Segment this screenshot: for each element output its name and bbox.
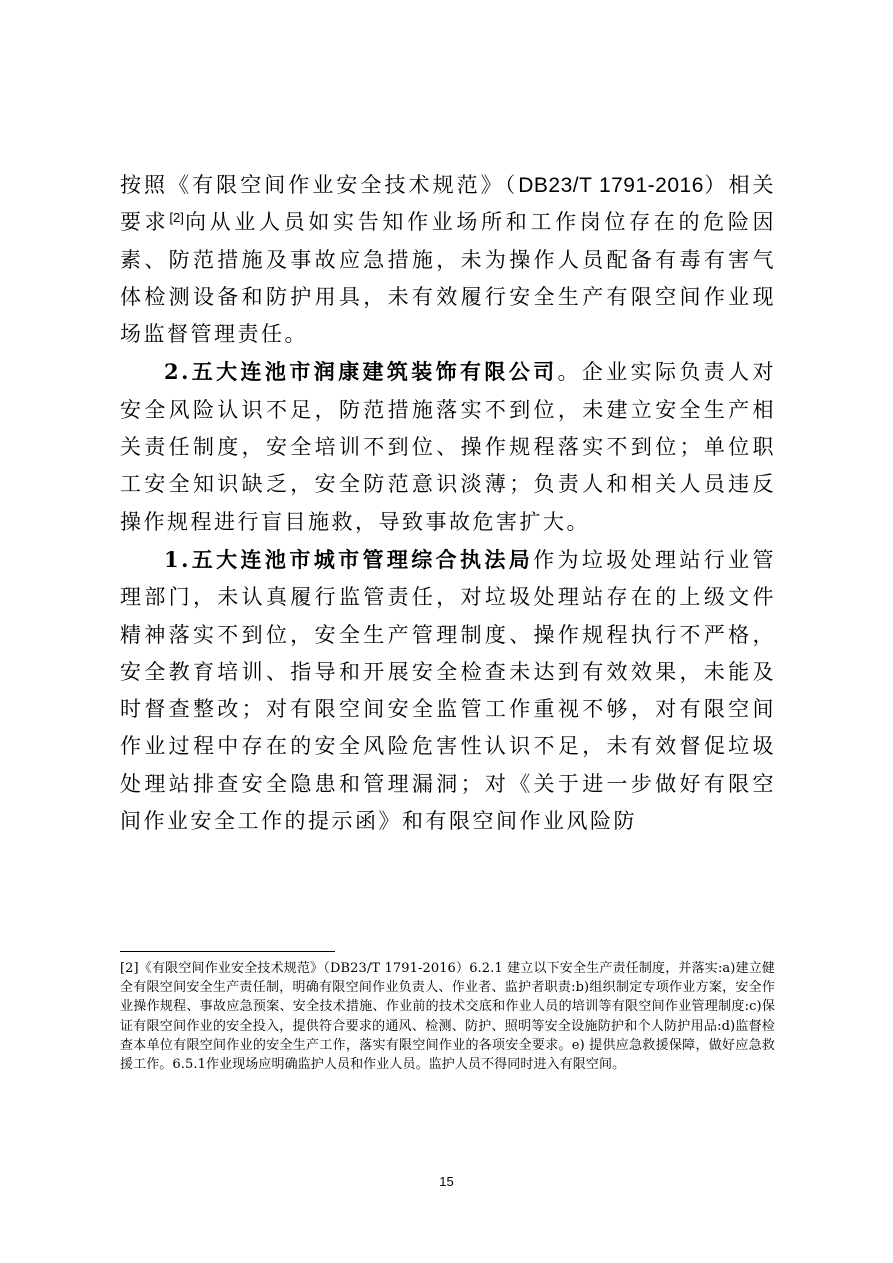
company-name: 2.五大连池市润康建筑装饰有限公司 bbox=[164, 359, 558, 385]
paragraph-3 bbox=[120, 541, 776, 840]
body-text bbox=[120, 167, 776, 840]
paragraph-1-text-b: ）相关要求 bbox=[120, 173, 777, 235]
footnote-reference[interactable]: [2] bbox=[169, 210, 184, 226]
paragraph-1-text-c: 向从业人员如实告知作业场所和工作岗位存在的危险因素、防范措施及事故应急措施，未为操作人员配备有毒有害气体检测设备和防护用具，未有效履行安全生产有限空间作业现场监督管理责任。 bbox=[120, 210, 777, 347]
paragraph-2 bbox=[120, 353, 776, 540]
footnote-separator bbox=[120, 951, 335, 952]
paragraph-3-text: 作为垃圾处理站行业管理部门，未认真履行监管责任，对垃圾处理站存在的上级文件精神落实不到位，安全生产管理制度、操作规程执行不严格，安全教育培训、指导和开展安全检查未达到有效效果，未能及时督查整改；对有限空间安全监管工作重视不够，对有限空间作业过程中存在的安全风险危害性认识不足，未有效督促垃圾处理站排查安全隐患和管理漏洞；对《关于进一步做好有限空间作业安全工作的提示函》和有限空间作业风险防 bbox=[120, 547, 777, 834]
page-number: 15 bbox=[439, 1174, 454, 1189]
paragraph-1-text-a: 按照《有限空间作业安全技术规范》（ bbox=[120, 173, 519, 197]
standard-code: DB23/T 1791-2016 bbox=[518, 174, 704, 197]
footnote: [2]《有限空间作业安全技术规范》（DB23/T 1791-2016）6.2.1 建立以下安全生产责任制度，并落实:a)建立健全有限空间安全生产责任制，明确有限空间作业负责人、作业者、监护者职责:b)组织制定专项作业方案，安全作业操作规程、事故应急预案、安全技术措施、作业前的技术交底和作业人员的培训等有限空间作业管理制度:c)保证有限空间作业的安全投入，提供符合要求的通风、检测、防护、照明等安全设施防护和个人防护用品:d)监督检查本单位有限空间作业的安全生产工作，落实有限空间作业的各项安全要求。e) 提供应急救援保障，做好应急救援工作。6.5.1作业现场应明确监护人员和作业人员。监护人员不得同时进入有限空间。 bbox=[120, 961, 775, 1073]
paragraph-2-text: 。企业实际负责人对安全风险认识不足，防范措施落实不到位，未建立安全生产相关责任制度，安全培训不到位、操作规程落实不到位；单位职工安全知识缺乏，安全防范意识淡薄；负责人和相关人员违反操作规程进行盲目施救，导致事故危害扩大。 bbox=[120, 360, 777, 534]
agency-name: 1.五大连池市城市管理综合执法局 bbox=[164, 546, 534, 572]
paragraph-1 bbox=[120, 167, 776, 353]
